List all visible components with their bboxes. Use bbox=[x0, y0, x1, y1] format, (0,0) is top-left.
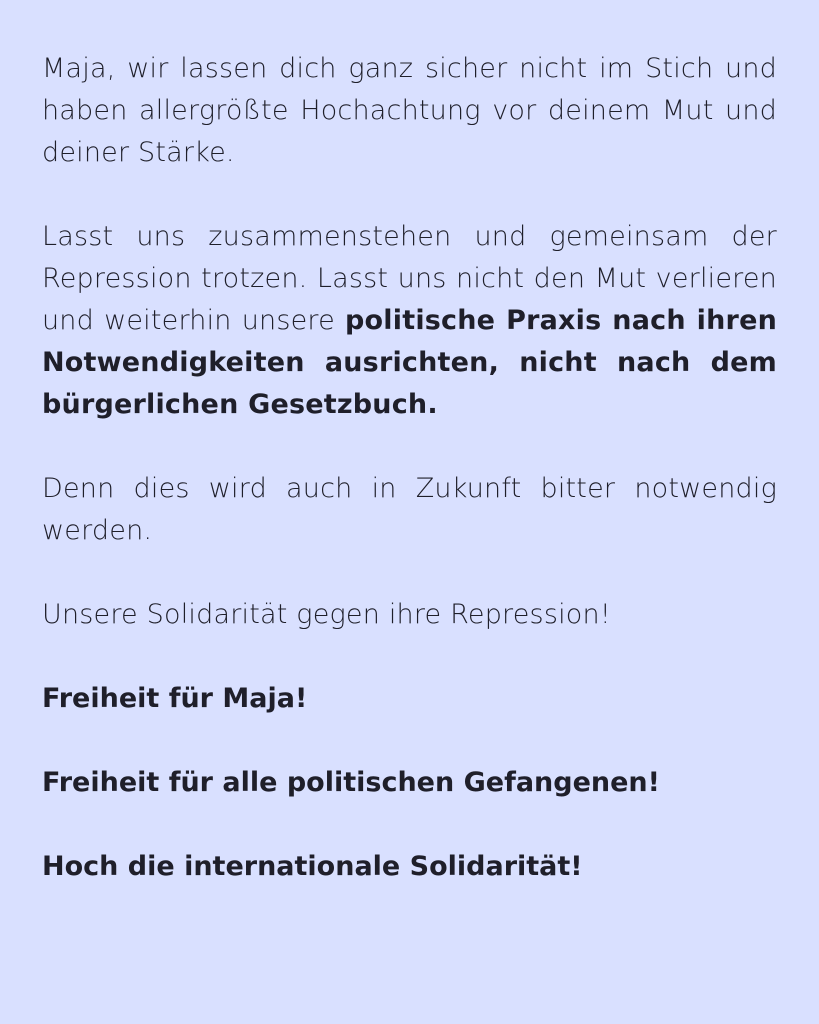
paragraph-support-text: Maja, wir lassen dich ganz sicher nicht im Stich und haben allergrößte Hochachtung vor deinem Mut und deiner Stärke. bbox=[42, 53, 777, 168]
slogan-freedom-maja bbox=[42, 678, 777, 720]
paragraph-solidarity-text: Unsere Solidarität gegen ihre Repression! bbox=[42, 599, 611, 630]
slogan-freedom-prisoners bbox=[42, 762, 777, 804]
slogan-freedom-maja-text: Freiheit für Maja! bbox=[42, 683, 308, 714]
paragraph-solidarity bbox=[42, 594, 777, 636]
paragraph-future bbox=[42, 468, 777, 552]
slogan-freedom-prisoners-text: Freiheit für alle politischen Gefangenen! bbox=[42, 767, 660, 798]
paragraph-stand-together bbox=[42, 216, 777, 426]
paragraph-stand-together-text: Lasst uns zusammenstehen und gemeinsam der Repression trotzen. Lasst uns nicht den Mut verlieren und weiterhin unsere bbox=[42, 221, 777, 336]
paragraph-support bbox=[42, 48, 777, 174]
paragraph-stand-together-bold-text: politische Praxis nach ihren Notwendigkeiten ausrichten, nicht nach dem bürgerlichen Gesetzbuch. bbox=[42, 305, 777, 420]
slogan-international-solidarity bbox=[42, 846, 777, 888]
slogan-international-solidarity-text: Hoch die internationale Solidarität! bbox=[42, 851, 583, 882]
paragraph-future-text: Denn dies wird auch in Zukunft bitter notwendig werden. bbox=[42, 473, 777, 546]
